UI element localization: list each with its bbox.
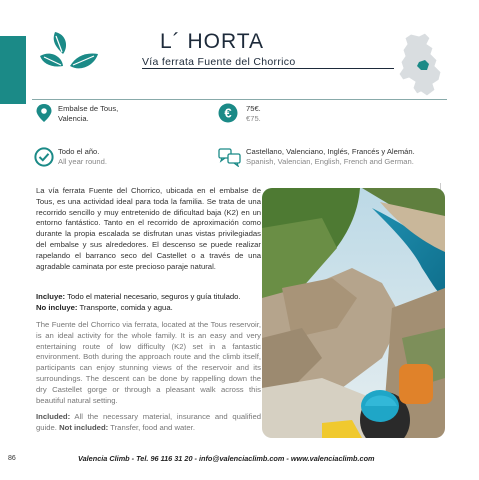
climber-photo: [262, 188, 445, 438]
location-info: [58, 104, 118, 124]
not-includes-label-es: No incluye:: [36, 302, 78, 312]
svg-text:€: €: [224, 105, 232, 121]
season-es: Todo el año.: [58, 147, 100, 156]
price-es: 75€.: [246, 104, 261, 113]
description-es: La vía ferrata Fuente del Chorrico, ubicada en el embalse de Tous, es una actividad ideal para toda la familia. Se trata de una recorrido sencillo y muy entretenido de dificultad baja (K2) en un entorno fantástico. Tanto en el recorrido de aproximación como durante la propia escalada se disfrutan unas vistas privilegiadas del embalse y sus alrededores. El descenso se puede realizar rapelando el barranco seco del Castellet o a través de una agradable caminata por este precioso paraje natural.: [36, 186, 261, 271]
season-en: All year round.: [58, 157, 107, 166]
includes-label-es: Incluye:: [36, 292, 66, 301]
price-info: [246, 104, 261, 124]
languages-en: Spanish, Valencian, English, French and German.: [246, 157, 414, 166]
includes-es-block: [36, 292, 261, 314]
languages-es: Castellano, Valenciano, Inglés, Francés y Alemán.: [246, 147, 415, 156]
description-en: The Fuente del Chorrico via ferrata, located at the Tous reservoir, is an ideal activity for the whole family. It is an easy and very entertaining route of low difficulty (K2) set in a fantastic environment. Both during the approach route and the climb itself, participants can enjoy stunning views of the reservoir and its surroundings. The descent can be done by rappelling down the dry Castellet gorge or through a pleasant walk across this beautiful natural setting.: [36, 320, 261, 405]
region-map-icon: [397, 32, 449, 98]
season-info: [58, 147, 107, 167]
location-line-1: Embalse de Tous,: [58, 104, 119, 113]
speech-bubbles-icon: [218, 147, 242, 167]
page-subtitle: Vía ferrata Fuente del Chorrico: [142, 56, 296, 68]
check-circle-icon: [34, 147, 54, 167]
leaves-icon: [38, 30, 100, 86]
location-line-2: Valencia.: [58, 114, 89, 123]
page-number: 86: [8, 455, 16, 462]
not-includes-es: Transporte, comida y agua.: [79, 302, 173, 312]
includes-en-block: [36, 412, 261, 434]
not-includes-label-en: Not included:: [59, 422, 109, 432]
includes-en: All the necessary material, insurance and qualified guide.: [36, 412, 261, 432]
languages-info: [246, 147, 415, 167]
not-includes-en: Transfer, food and water.: [110, 422, 195, 432]
includes-label-en: Included:: [36, 412, 71, 421]
includes-es: Todo el material necesario, seguros y guía titulado.: [67, 292, 241, 301]
price-en: €75.: [246, 114, 261, 123]
page-title: L´ HORTA: [160, 30, 265, 53]
accent-bar: [0, 36, 26, 104]
subtitle-underline: [142, 68, 394, 69]
euro-icon: [218, 103, 238, 123]
header-divider: [32, 99, 447, 100]
map-pin-icon: [34, 103, 54, 123]
footer-contact: Valencia Climb - Tel. 96 116 31 20 - info@valenciaclimb.com - www.valenciaclimb.com: [78, 454, 375, 463]
